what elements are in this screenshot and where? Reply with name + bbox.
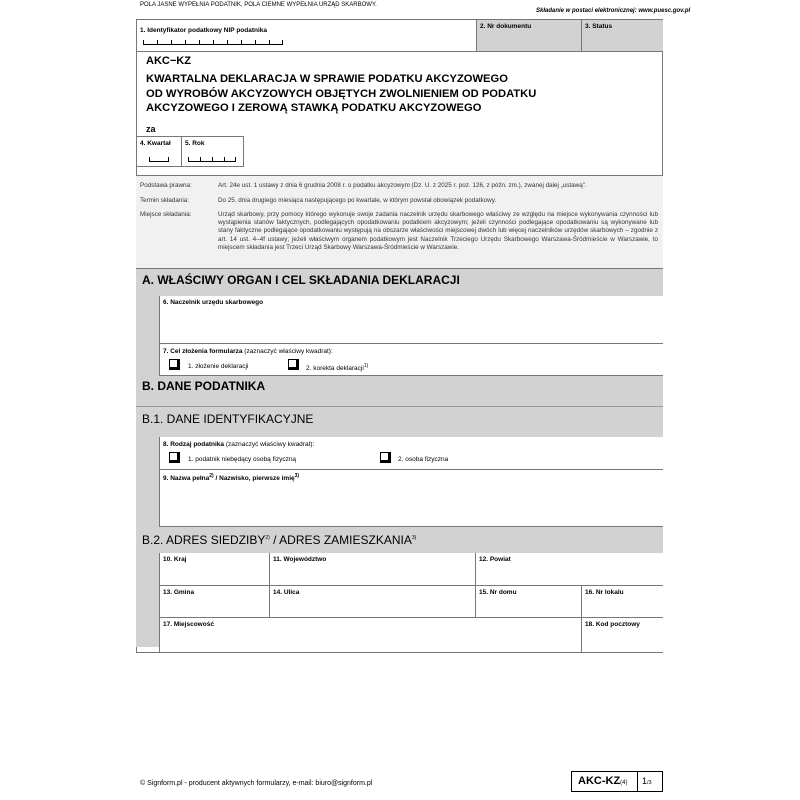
taxpayer-legal-entity-checkbox[interactable] (169, 452, 180, 463)
footnote-ref: 2) (265, 535, 270, 541)
epuap-note: Składanie w postaci elektronicznej: www.puesc.gov.pl (536, 8, 691, 14)
legal-basis-text: Art. 24e ust. 1 ustawy z dnia 6 grudnia 2008 r. o podatku akcyzowym (Dz. U. z 2025 r. poz. 126, z późn. zm.), zwanej dalej „ustawą”. (218, 182, 587, 189)
doc-number-field (476, 20, 581, 52)
footer-code-box (571, 771, 663, 792)
section-b1-title: B.1. DANE IDENTYFIKACYJNE (142, 412, 314, 426)
nip-label: 1. Identyfikator podatkowy NIP podatnika (140, 27, 268, 34)
section-b-title: B. DANE PODATNIKA (142, 379, 266, 393)
apartment-number-field[interactable] (581, 586, 663, 618)
purpose-correction-checkbox[interactable] (288, 359, 299, 370)
purpose-label: 7. Cel złożenia formularza (163, 348, 243, 355)
deadline-text: Do 25. dnia drugiego miesiąca następującego po kwartale, w którym powstał obowiązek podatkowy. (218, 197, 497, 204)
footnote-ref: 3) (411, 535, 417, 541)
year-label: 5. Rok (185, 140, 205, 147)
legal-basis-label: Podstawa prawna: (140, 182, 192, 189)
tax-office-label: 6. Naczelnik urzędu skarbowego (163, 299, 264, 306)
voivodeship-field[interactable] (269, 553, 475, 586)
street-label: 14. Ulica (273, 589, 300, 596)
footnote-ref: 3) (294, 473, 300, 479)
quarter-field[interactable] (136, 136, 182, 167)
place-text: Urząd skarbowy, przy pomocy którego wykonuje swoje zadania naczelnik urzędu skarbowego właściwy ze względu na miejsce wykonywania czynności lub wystąpienia stanów faktycznych, podlegających opodatkowaniu podatkiem akcyzowym; jeżeli czynności podlegające opodatkowaniu są wykonywane lub stany faktyczne podlegające opodatkowaniu występują na obszarze właściwości miejscowej dwóch lub więcej naczelników urzędów skarbowych – zgodnie z art. 14 ust. 4–4f ustawy; jeżeli właściwym organem podatkowym jest Naczelnik Trzeciego Urzędu Skarbowego Warszawa-Śródmieście w Warszawie, to miejscem składania jest Trzeci Urząd Skarbowy Warszawa-Śródmieście w Warszawie. (218, 211, 658, 251)
name-field[interactable] (159, 470, 663, 527)
purpose-correction-label: 2. korekta deklaracji (306, 365, 364, 373)
info-block (136, 175, 663, 269)
postal-code-field[interactable] (581, 618, 663, 653)
footer-form-code: AKC-KZ(4) (572, 772, 638, 791)
nip-digit-ticks (143, 40, 283, 45)
taxpayer-type-field (159, 437, 663, 470)
name-label: 9. Nazwa pełna$^{2)}$ / Nazwisko, pierwsze imię$^{3)}$ (163, 473, 300, 483)
za-label: za (146, 124, 156, 134)
footnote-ref: 2) (209, 473, 214, 479)
city-field[interactable] (159, 618, 581, 653)
status-field (581, 20, 663, 52)
purpose-field (159, 344, 663, 376)
section-b2-title: B.2. ADRES SIEDZIBY$^{2)}$ / ADRES ZAMIESZKANIA$^{3)}$ (142, 533, 417, 547)
street-field[interactable] (269, 586, 475, 618)
taxpayer-legal-entity-label: 1. podatnik niebędący osobą fizyczną (188, 456, 297, 463)
postal-code-label: 18. Kod pocztowy (585, 621, 640, 628)
purpose-correction-text (306, 363, 368, 372)
country-field[interactable] (159, 553, 269, 586)
nip-field[interactable] (136, 20, 476, 52)
taxpayer-natural-person-label: 2. osoba fizyczna (398, 456, 449, 463)
year-field[interactable] (182, 136, 244, 167)
form-title-line2: OD WYROBÓW AKCYZOWYCH OBJĘTYCH ZWOLNIENIEM OD PODATKU (146, 87, 537, 100)
country-label: 10. Kraj (163, 556, 187, 563)
taxpayer-type-hint: (zaznaczyć właściwy kwadrat): (225, 441, 315, 448)
place-label: Miejsce składania: (140, 211, 192, 218)
county-field[interactable] (475, 553, 663, 586)
purpose-hint: (zaznaczyć właściwy kwadrat): (244, 348, 333, 355)
deadline-label: Termin składania: (140, 197, 189, 204)
status-label: 3. Status (585, 23, 613, 30)
top-note: POLA JASNE WYPEŁNIA PODATNIK, POLA CIEMNE WYPEŁNIA URZĄD SKARBOWY. (140, 2, 377, 8)
form-title-line3: AKCYZOWEGO I ZEROWĄ STAWKĄ PODATKU AKCYZOWEGO (146, 102, 482, 114)
doc-number-label: 2. Nr dokumentu (480, 23, 532, 30)
commune-label: 13. Gmina (163, 589, 195, 596)
form-title (146, 72, 536, 116)
house-number-field[interactable] (475, 586, 581, 618)
commune-field[interactable] (159, 586, 269, 618)
form-code: AKC−KZ (146, 55, 191, 67)
footnote-ref: 1) (363, 363, 369, 369)
purpose-declaration-checkbox[interactable] (169, 359, 180, 370)
divider (136, 406, 663, 407)
apartment-number-label: 16. Nr lokalu (585, 589, 624, 596)
county-label: 12. Powiat (479, 556, 511, 563)
house-number-label: 15. Nr domu (479, 589, 517, 596)
page-number: 1/3 (642, 776, 652, 786)
quarter-label: 4. Kwartał (140, 140, 171, 147)
purpose-declaration-label: 1. złożenie deklaracji (188, 363, 249, 370)
taxpayer-type-label: 8. Rodzaj podatnika (163, 441, 225, 448)
voivodeship-label: 11. Województwo (273, 556, 327, 563)
tax-office-field[interactable] (159, 296, 663, 344)
form-title-line1: KWARTALNA DEKLARACJA W SPRAWIE PODATKU AKCYZOWEGO (146, 73, 508, 85)
section-a-title: A. WŁAŚCIWY ORGAN I CEL SKŁADANIA DEKLARACJI (142, 273, 460, 287)
footer-credit: © Signform.pl - producent aktywnych formularzy, e-mail: biuro@signform.pl (140, 780, 373, 787)
taxpayer-natural-person-checkbox[interactable] (380, 452, 391, 463)
city-label: 17. Miejscowość (163, 621, 214, 628)
